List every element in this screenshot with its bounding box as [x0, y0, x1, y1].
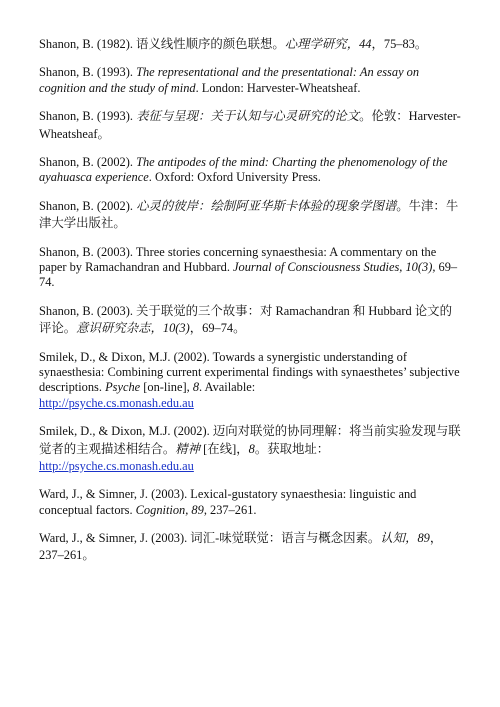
reference-entry [39, 155, 464, 186]
reference-volume: 8 [192, 380, 200, 395]
reference-entry [39, 423, 464, 475]
reference-text: . Available: [199, 380, 256, 395]
reference-text: ，75–83。 [371, 37, 428, 51]
reference-text: , 237–261. [203, 502, 257, 517]
reference-link[interactable]: http://psyche.cs.monash.edu.au [39, 395, 194, 410]
reference-source: Psyche [105, 380, 141, 395]
reference-source: 精神 [175, 441, 201, 456]
reference-text: 69–74. [39, 259, 458, 290]
reference-entry [39, 530, 464, 564]
reference-text: [on-line], [140, 380, 193, 395]
reference-text: [在线]， [200, 441, 249, 456]
reference-text: . Oxford: Oxford University Press. [148, 170, 321, 185]
reference-text: 。获取地址： [254, 441, 330, 456]
reference-title: The antipodes of the mind: Charting the phenomenology of the ayahuasca experience [39, 154, 448, 185]
reference-entry [39, 303, 464, 337]
reference-text: ，237–261。 [39, 531, 443, 563]
reference-text: Shanon, B. (1993). [39, 65, 137, 80]
reference-text: Shanon, B. (1993). [39, 109, 137, 124]
reference-entry [39, 36, 464, 53]
reference-source: 认知，89 [380, 531, 430, 546]
reference-text: Ward, J., & Simner, J. (2003). Lexical-gustatory synaesthesia: linguistic and conceptual factors. [39, 487, 417, 517]
reference-text: Shanon, B. (2002). [39, 198, 137, 213]
reference-source: Journal of Consciousness Studies, 10(3), [233, 259, 436, 274]
reference-text: . London: Harvester-Wheatsheaf. [195, 80, 361, 95]
reference-title: The representational and the presentational: An essay on cognition and the study of mind [39, 65, 420, 95]
reference-source: 心理学研究，44 [284, 37, 372, 51]
reference-link[interactable]: http://psyche.cs.monash.edu.au [39, 458, 194, 473]
reference-title: 表征与呈现：关于认知与心灵研究的论文 [136, 109, 360, 124]
reference-text: ，69–74。 [189, 321, 246, 336]
reference-text: Ward, J., & Simner, J. (2003). 词汇-味觉联觉：语言与概念因素。 [39, 531, 381, 546]
reference-text: Smilek, D., & Dixon, M.J. (2002). Towards a synergistic understanding of synaesthesia: Combining current experimental findings with synaesthetes’ subjective descriptions. [39, 349, 460, 395]
reference-text: Shanon, B. (2002). [39, 154, 137, 169]
reference-text: Smilek, D., & Dixon, M.J. (2002). 迈向对联觉的协同理解：将当前实验发现与联觉者的主观描述相结合。 [39, 424, 461, 456]
reference-entry [39, 350, 464, 412]
reference-text: 。伦敦：Harvester-Wheatsheaf。 [39, 109, 461, 141]
reference-volume: 8 [248, 441, 255, 456]
reference-source: Cognition, 89 [135, 502, 204, 517]
reference-entry [39, 198, 464, 232]
reference-entry [39, 65, 464, 96]
reference-list [39, 36, 464, 577]
reference-text: Shanon, B. (1982). 语义线性顺序的颜色联想。 [39, 37, 285, 51]
reference-text: 。牛津：牛津大学出版社。 [39, 198, 459, 231]
reference-text: Shanon, B. (2003). 关于联觉的三个故事：对 Ramachandran 和 Hubbard 论文的评论。 [39, 303, 452, 336]
reference-title: 心灵的彼岸：绘制阿亚华斯卡体验的现象学图谱 [136, 198, 397, 213]
reference-entry [39, 108, 464, 142]
reference-text: Shanon, B. (2003). Three stories concerning synaesthesia: A commentary on the paper by Ramachandran and Hubbard. [39, 244, 437, 274]
reference-entry [39, 487, 464, 518]
reference-entry [39, 245, 464, 291]
reference-source: 意识研究杂志，10(3) [76, 321, 190, 336]
